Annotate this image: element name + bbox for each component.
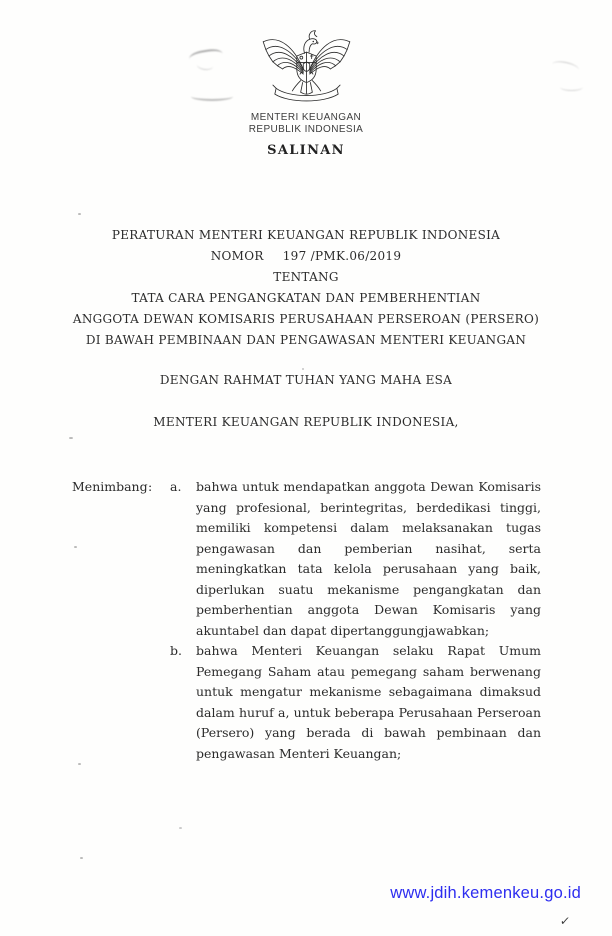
ministry-name [0,112,612,135]
regulation-title [0,225,612,351]
item-text: bahwa untuk mendapatkan anggota Dewan Komisaris yang profesional, berintegritas, berdedikasi tinggi, memiliki kompetensi dalam melaksanakan tugas pengawasan dan pemberian nasihat, serta meningkatkan tata kelola perusahaan yang baik, diperlukan suatu mekanisme pengangkatan dan pemberhentian anggota Dewan Komisaris yang akuntabel dan dapat dipertanggungjawabkan; [196,479,541,638]
considering-section [0,477,612,764]
item-letter: a. [170,479,182,494]
considering-item-b [170,641,541,764]
title-line-5: ANGGOTA DEWAN KOMISARIS PERUSAHAAN PERSEROAN (PERSERO) [72,312,540,326]
document-header [0,0,612,158]
scan-artifact [179,827,182,829]
title-number-value: 197 /PMK.06/2019 [282,249,402,263]
title-line-3: TENTANG [273,270,339,284]
ministry-line-2: REPUBLIK INDONESIA [248,123,364,135]
title-number-label: NOMOR [210,249,264,263]
title-line-6: DI BAWAH PEMBINAAN DAN PENGAWASAN MENTERI KEUANGAN [85,333,527,347]
scan-artifact [78,213,81,215]
check-mark: ✓ [559,914,572,928]
considering-item-a [170,477,541,641]
item-letter: b. [170,643,182,658]
considering-items [170,477,541,764]
title-line-1: PERATURAN MENTERI KEUANGAN REPUBLIK INDONESIA [111,228,501,242]
copy-label: SALINAN [267,143,345,158]
item-text: bahwa Menteri Keuangan selaku Rapat Umum Pemegang Saham atau pemegang saham berwenang untuk mengatur mekanisme sebagaimana dimaksud dalam huruf a, untuk beberapa Perusahaan Perseroan (Persero) yang berada di bawah pembinaan dan pengawasan Menteri Keuangan; [196,643,541,761]
considering-colon: : [148,479,153,494]
garuda-pancasila-emblem-icon [258,25,355,109]
scan-artifact [80,857,83,859]
title-number-line [0,246,612,267]
authority-line: MENTERI KEUANGAN REPUBLIK INDONESIA, [153,415,459,429]
ministry-line-1: MENTERI KEUANGAN [250,112,362,123]
jdih-watermark-link[interactable]: www.jdih.kemenkeu.go.id [390,884,581,902]
invocation-line: DENGAN RAHMAT TUHAN YANG MAHA ESA [159,373,453,387]
title-line-4: TATA CARA PENGANGKATAN DAN PEMBERHENTIAN [131,291,481,305]
scan-artifact [69,437,73,439]
considering-label: Menimbang [72,479,148,494]
